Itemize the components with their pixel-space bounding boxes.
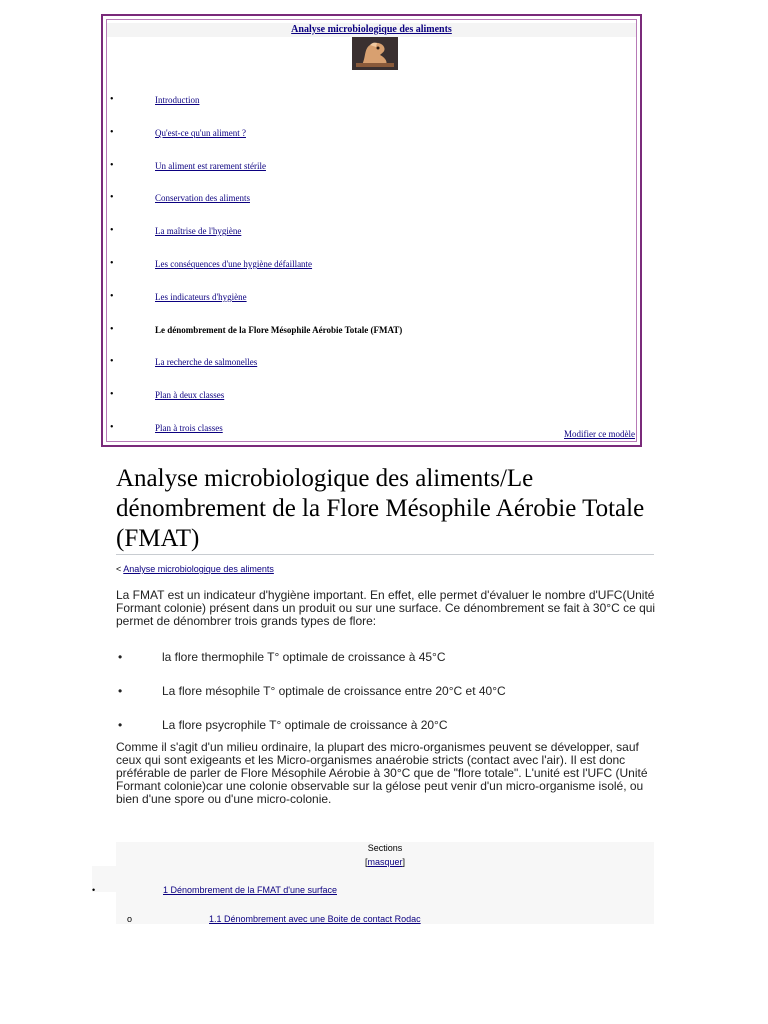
toc-toggle-open: [ xyxy=(364,857,368,867)
flore-text: la flore thermophile T° optimale de croissance à 45°C xyxy=(162,650,446,664)
navbox-item-link[interactable]: Qu'est-ce qu'un aliment ? xyxy=(155,127,246,138)
bullet-icon: • xyxy=(110,159,114,171)
edit-template-link-wrap xyxy=(564,429,635,440)
title-divider xyxy=(116,554,654,555)
navbox-item-link[interactable]: La maîtrise de l'hygiène xyxy=(155,226,242,237)
illustration-image-icon xyxy=(352,37,398,70)
navbox-item xyxy=(107,290,607,304)
toc-bullet-level2-icon: o xyxy=(127,914,133,924)
flore-list-item xyxy=(116,683,636,699)
bullet-icon: • xyxy=(110,225,114,237)
navbox-item xyxy=(107,126,607,140)
navbox-title xyxy=(107,23,636,37)
intro-paragraph: La FMAT est un indicateur d'hygiène important. En effet, elle permet d'évaluer le nombre d'UFC(Unité Formant colonie) présent dans un produit ou sur une surface. Ce dénombrement se fait à 30°C ce qui permet de dénombrer trois grands types de flore: xyxy=(116,588,656,628)
navbox-item xyxy=(107,159,607,173)
breadcrumb-arrow-icon: < xyxy=(116,564,122,574)
flore-text: La flore mésophile T° optimale de croissance entre 20°C et 40°C xyxy=(162,684,506,698)
bullet-icon: • xyxy=(110,290,114,302)
toc-toggle xyxy=(116,856,654,868)
body-paragraph: Comme il s'agit d'un milieu ordinaire, la plupart des micro-organismes peuvent se développer, sauf ceux qui sont exigeants et les Micro-organismes anaérobie stricts (contact avec l'air). Il est donc préférable de parler de Flore Mésophile Aérobie à 30°C que de "flore totale". L'unité est l'UFC (Unité Formant colonie)car une colonie observable sur la gélose peut venir d'un micro-organisme isolé, ou bien d'une spore ou d'une micro-colonie. xyxy=(116,740,648,806)
navigation-box xyxy=(101,14,642,447)
navbox-item-link[interactable]: Plan à trois classes xyxy=(155,423,223,433)
navbox-item xyxy=(107,421,607,435)
bullet-icon: • xyxy=(118,684,123,698)
toc-toggle-close: ] xyxy=(402,857,406,867)
bullet-icon: • xyxy=(110,356,114,368)
breadcrumb xyxy=(116,564,274,575)
bullet-icon: • xyxy=(118,718,123,732)
toc-item-rodac[interactable]: 1.1 Dénombrement avec une Boite de contact Rodac xyxy=(209,914,421,924)
navbox-item xyxy=(107,93,607,107)
page-title: Analyse microbiologique des aliments/Le dénombrement de la Flore Mésophile Aérobie Totale (FMAT) xyxy=(116,465,645,552)
navbox-item-link[interactable]: La recherche de salmonelles xyxy=(155,357,258,368)
navbox-item-link[interactable]: Introduction xyxy=(155,95,200,105)
navbox-item xyxy=(107,257,607,271)
flore-text: La flore psycrophile T° optimale de croissance à 20°C xyxy=(162,718,448,732)
bullet-icon: • xyxy=(110,422,114,433)
flore-list-item xyxy=(116,649,636,665)
navbox-title-link[interactable]: Analyse microbiologique des aliments xyxy=(291,24,452,35)
bullet-icon: • xyxy=(110,258,114,269)
navbox-item xyxy=(107,191,607,205)
navbox-item-link[interactable]: Conservation des aliments xyxy=(155,193,250,204)
bullet-icon: • xyxy=(110,192,114,204)
navbox-item xyxy=(107,224,607,238)
food-microbiology-image[interactable] xyxy=(352,37,398,70)
table-of-contents xyxy=(116,842,654,924)
bullet-icon: • xyxy=(110,94,114,105)
toc-item-surface[interactable]: 1 Dénombrement de la FMAT d'une surface xyxy=(163,885,337,895)
navbox-item-link[interactable]: Les conséquences d'une hygiène défaillante xyxy=(155,259,313,269)
bullet-icon: • xyxy=(110,389,114,401)
bullet-icon: • xyxy=(118,650,123,664)
navbox-item-link[interactable]: Les indicateurs d'hygiène xyxy=(155,291,247,302)
toc-bullet-level1-icon: • xyxy=(92,885,96,895)
breadcrumb-link[interactable]: Analyse microbiologique des aliments xyxy=(123,564,274,574)
flore-list-item xyxy=(116,717,636,733)
edit-template-link[interactable]: Modifier ce modèle xyxy=(564,429,635,439)
navbox-item xyxy=(107,323,607,337)
navbox-item xyxy=(107,355,607,369)
navigation-box-inner xyxy=(106,19,637,442)
navbox-item-link[interactable]: Plan à deux classes xyxy=(155,390,225,401)
toc-hide-link[interactable]: masquer xyxy=(367,857,403,867)
navbox-current-item: Le dénombrement de la Flore Mésophile Aérobie Totale (FMAT) xyxy=(155,324,403,335)
bullet-icon: • xyxy=(110,323,114,335)
navbox-item xyxy=(107,388,607,402)
navbox-item-link[interactable]: Un aliment est rarement stérile xyxy=(155,160,266,171)
toc-title: Sections xyxy=(367,843,403,853)
bullet-icon: • xyxy=(110,126,114,138)
